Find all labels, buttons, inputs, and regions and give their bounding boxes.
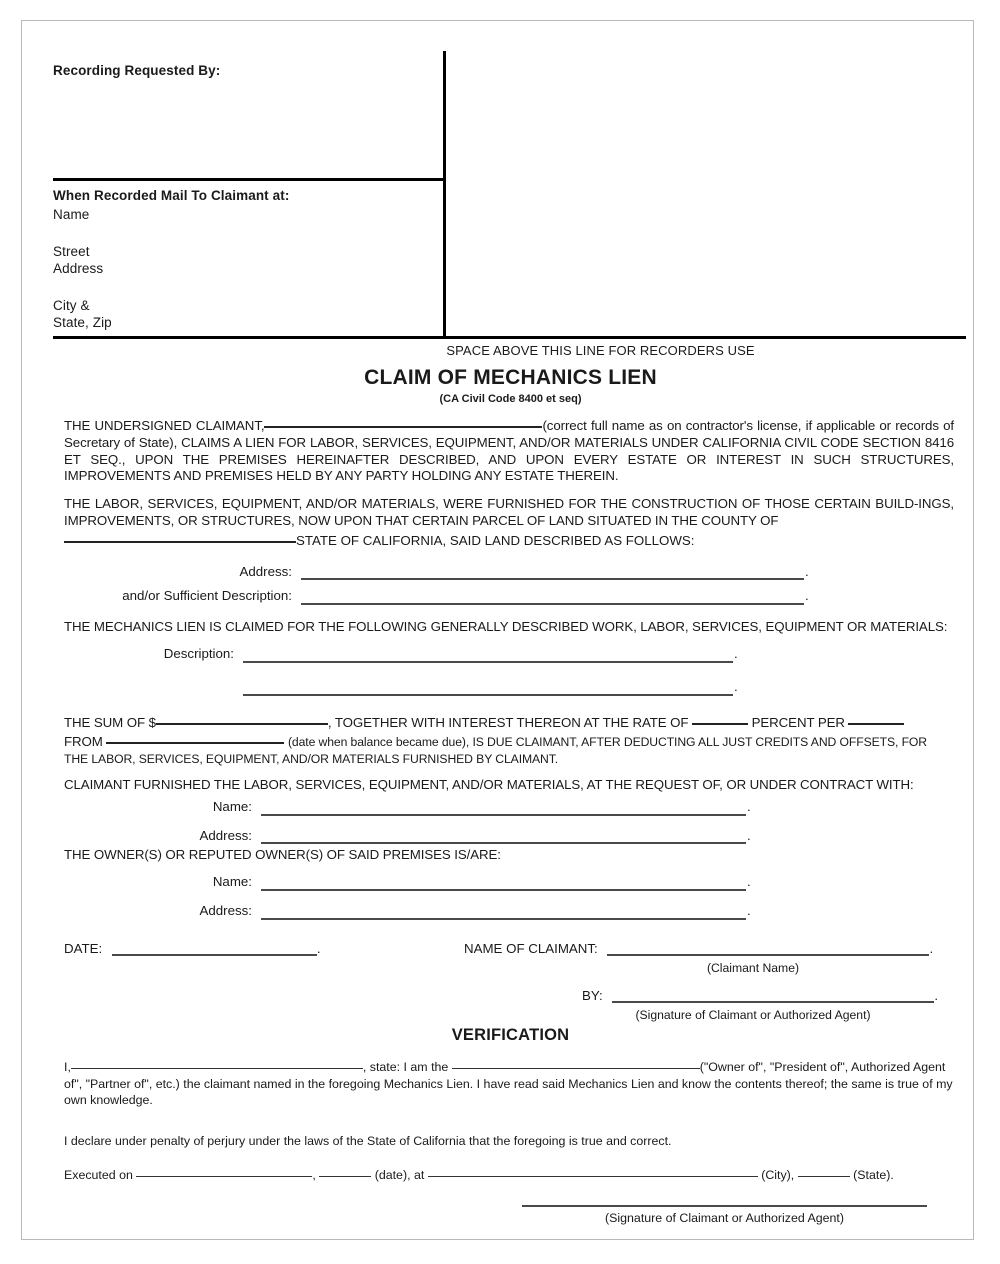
- paragraph-lien-claimed-for: [64, 619, 954, 636]
- sufficient-description-field-row: [64, 588, 954, 605]
- owner-name-period: .: [747, 874, 751, 890]
- contract-address-label: Address:: [199, 827, 252, 843]
- recording-box-vertical-divider: [443, 51, 446, 339]
- verify-declarant-name-blank[interactable]: [71, 1057, 363, 1069]
- owner-name-label: Name:: [212, 874, 252, 890]
- p4-text: CLAIMANT FURNISHED THE LABOR, SERVICES, EQUIPMENT, AND/OR MATERIALS, AT THE REQUEST OF, OR UNDER CONTRACT WITH:: [64, 776, 914, 792]
- page-subtitle: (CA Civil Code 8400 et seq): [439, 393, 582, 405]
- sum-from-text: FROM: [64, 734, 103, 750]
- owner-address-input-line[interactable]: [261, 905, 746, 920]
- mail-address-label: Address: [53, 261, 104, 276]
- address-input-line[interactable]: [301, 565, 804, 580]
- description-period-2: .: [734, 678, 738, 694]
- address-label: Address:: [239, 563, 292, 579]
- description-field-row: [64, 646, 954, 663]
- executed-state-paren: (State).: [853, 1168, 894, 1182]
- executed-comma: ,: [312, 1168, 316, 1182]
- by-field-row: [582, 988, 938, 1003]
- description-label: Description:: [163, 645, 234, 661]
- owner-address-field-row: [64, 903, 954, 920]
- executed-date-paren: (date), at: [374, 1168, 425, 1182]
- paragraph-sum-owed: [64, 712, 954, 768]
- verify-capacity-blank[interactable]: [452, 1057, 700, 1069]
- p1-lead-text: THE UNDERSIGNED CLAIMANT,: [64, 418, 265, 433]
- executed-date-blank[interactable]: [136, 1165, 312, 1177]
- recording-box-mid-divider: [53, 178, 445, 181]
- mail-street-label: Street: [53, 244, 90, 259]
- executed-state-blank[interactable]: [798, 1165, 850, 1177]
- interest-rate-blank[interactable]: [692, 712, 748, 725]
- sufficient-description-label: and/or Sufficient Description:: [122, 588, 292, 604]
- recorders-use-text: SPACE ABOVE THIS LINE FOR RECORDERS USE: [446, 343, 755, 358]
- executed-city-blank[interactable]: [428, 1165, 758, 1177]
- claimant-name-caption: (Claimant Name): [706, 961, 800, 975]
- final-signature-caption: (Signature of Claimant or Authorized Agent): [605, 1211, 844, 1225]
- owner-address-period: .: [747, 902, 751, 918]
- county-line-row: [64, 530, 954, 550]
- mail-city-label: City &: [53, 298, 90, 313]
- p5-text: THE OWNER(S) OR REPUTED OWNER(S) OF SAID PREMISES IS/ARE:: [64, 847, 501, 863]
- sum-rest-text: (date when balance became due), IS DUE CLAIMANT, AFTER DEDUCTING ALL JUST CREDITS AND OFFSETS, FOR THE LABOR, SERVICES, EQUIPMENT, AND/OR MATERIALS FURNISHED BY CLAIMANT.: [64, 735, 928, 767]
- sum-interest-text: , TOGETHER WITH INTEREST THEREON AT THE RATE OF: [327, 714, 689, 730]
- description-input-line-1[interactable]: [243, 648, 733, 663]
- p2-lead-text: THE LABOR, SERVICES, EQUIPMENT, AND/OR MATERIALS, WERE FURNISHED FOR THE CONSTRUCTION OF THOSE CERTAIN BUILD-INGS, IMPROVEMENTS, OR STRUCTURES, NOW UPON THAT CERTAIN PARCEL OF LAND SITUATED IN THE COUNTY OF: [64, 496, 954, 528]
- p3-text: THE MECHANICS LIEN IS CLAIMED FOR THE FOLLOWING GENERALLY DESCRIBED WORK, LABOR, SERVICES, EQUIPMENT OR MATERIALS:: [64, 619, 948, 635]
- owner-name-field-row: [64, 874, 954, 891]
- recording-requested-by-label: Recording Requested By:: [53, 63, 221, 78]
- sum-amount-blank[interactable]: [156, 712, 328, 725]
- executed-on-row: [64, 1165, 954, 1182]
- contract-address-period: .: [747, 827, 751, 843]
- document-body: [64, 415, 954, 920]
- contract-address-input-line[interactable]: [261, 829, 746, 844]
- executed-day-blank[interactable]: [319, 1165, 371, 1177]
- owner-name-input-line[interactable]: [261, 876, 746, 891]
- description-field-row-2: [64, 679, 954, 696]
- claimant-name-blank[interactable]: [264, 415, 542, 428]
- by-period: .: [934, 988, 939, 1003]
- address-field-row: [64, 564, 954, 581]
- contract-address-field-row: [64, 828, 954, 845]
- date-period: .: [316, 941, 321, 956]
- claimant-name-period: .: [929, 941, 934, 956]
- paragraph-claimant-furnished: [64, 777, 954, 794]
- p2-rest-text: STATE OF CALIFORNIA, SAID LAND DESCRIBED AS FOLLOWS:: [296, 532, 695, 548]
- mail-name-label: Name: [53, 207, 90, 222]
- executed-label: Executed on: [64, 1168, 133, 1182]
- contract-name-input-line[interactable]: [261, 801, 746, 816]
- balance-due-date-blank[interactable]: [106, 731, 284, 744]
- recording-box-bottom-rule: [53, 336, 966, 339]
- description-input-line-2[interactable]: [243, 681, 733, 696]
- recorders-use-notice: [53, 343, 968, 358]
- mail-state-zip-label: State, Zip: [53, 315, 112, 330]
- verify-lead-text: I,: [64, 1060, 71, 1074]
- executed-city-paren: (City),: [761, 1168, 795, 1182]
- sum-lead-text: THE SUM OF $: [64, 714, 156, 730]
- by-signature-caption: (Signature of Claimant or Authorized Agent): [635, 1008, 871, 1022]
- sufficient-description-input-line[interactable]: [301, 590, 804, 605]
- verify-rest-text: ("Owner of", "President of", Authorized Agent of", "Partner of", etc.) the claimant named in the foregoing Mechanics Lien. I have read said Mechanics Lien and know the contents thereof; the same is true of my own knowledge.: [64, 1060, 953, 1107]
- claimant-name-input-line[interactable]: [607, 941, 929, 956]
- verification-heading: VERIFICATION: [451, 1026, 570, 1044]
- perjury-declaration: I declare under penalty of perjury under the laws of the State of California that the foregoing is true and correct.: [64, 1134, 672, 1148]
- mail-to-claimant-label: When Recorded Mail To Claimant at:: [53, 188, 290, 203]
- per-period-blank[interactable]: [848, 712, 904, 725]
- date-label: DATE:: [64, 941, 103, 956]
- page-title: CLAIM OF MECHANICS LIEN: [364, 366, 657, 389]
- by-label: BY:: [582, 988, 603, 1003]
- claimant-name-field-row: [464, 941, 933, 956]
- date-field-row: [64, 941, 321, 956]
- verify-state-text: , state: I am the: [362, 1060, 449, 1074]
- sufficient-description-period: .: [805, 588, 809, 604]
- by-input-line[interactable]: [612, 988, 934, 1003]
- final-signature-line[interactable]: [522, 1203, 927, 1207]
- address-period: .: [805, 563, 809, 579]
- contract-name-label: Name:: [212, 798, 252, 814]
- sum-percent-text: PERCENT PER: [751, 714, 845, 730]
- final-signature-block: [522, 1203, 927, 1225]
- date-input-line[interactable]: [112, 941, 317, 956]
- name-of-claimant-label: NAME OF CLAIMANT:: [464, 941, 598, 956]
- document-page: [21, 20, 974, 1240]
- contract-name-field-row: [64, 799, 954, 816]
- contract-name-period: .: [747, 798, 751, 814]
- paragraph-undersigned-claimant: [64, 415, 954, 485]
- paragraph-labor-furnished: [64, 496, 954, 530]
- recording-request-box: [53, 36, 968, 339]
- description-period-1: .: [734, 645, 738, 661]
- county-blank[interactable]: [64, 530, 296, 543]
- verification-statement: [64, 1057, 954, 1109]
- owner-address-label: Address:: [199, 902, 252, 918]
- paragraph-owners: [64, 847, 954, 864]
- p1-rest-text: (correct full name as on contractor's license, if applicable or records of Secretary of State), CLAIMS A LIEN FOR LABOR, SERVICES, EQUIPMENT, AND/OR MATERIALS UNDER CALIFORNIA CIVIL CODE SECTION 8416 ET SEQ., UPON THE PREMISES HEREINAFTER DESCRIBED, AND UPON EVERY ESTATE OR INTEREST IN SUCH STRUCTURES, IMPROVEMENTS AND PREMISES HELD BY ANY PARTY HOLDING ANY ESTATE THEREIN.: [64, 418, 954, 484]
